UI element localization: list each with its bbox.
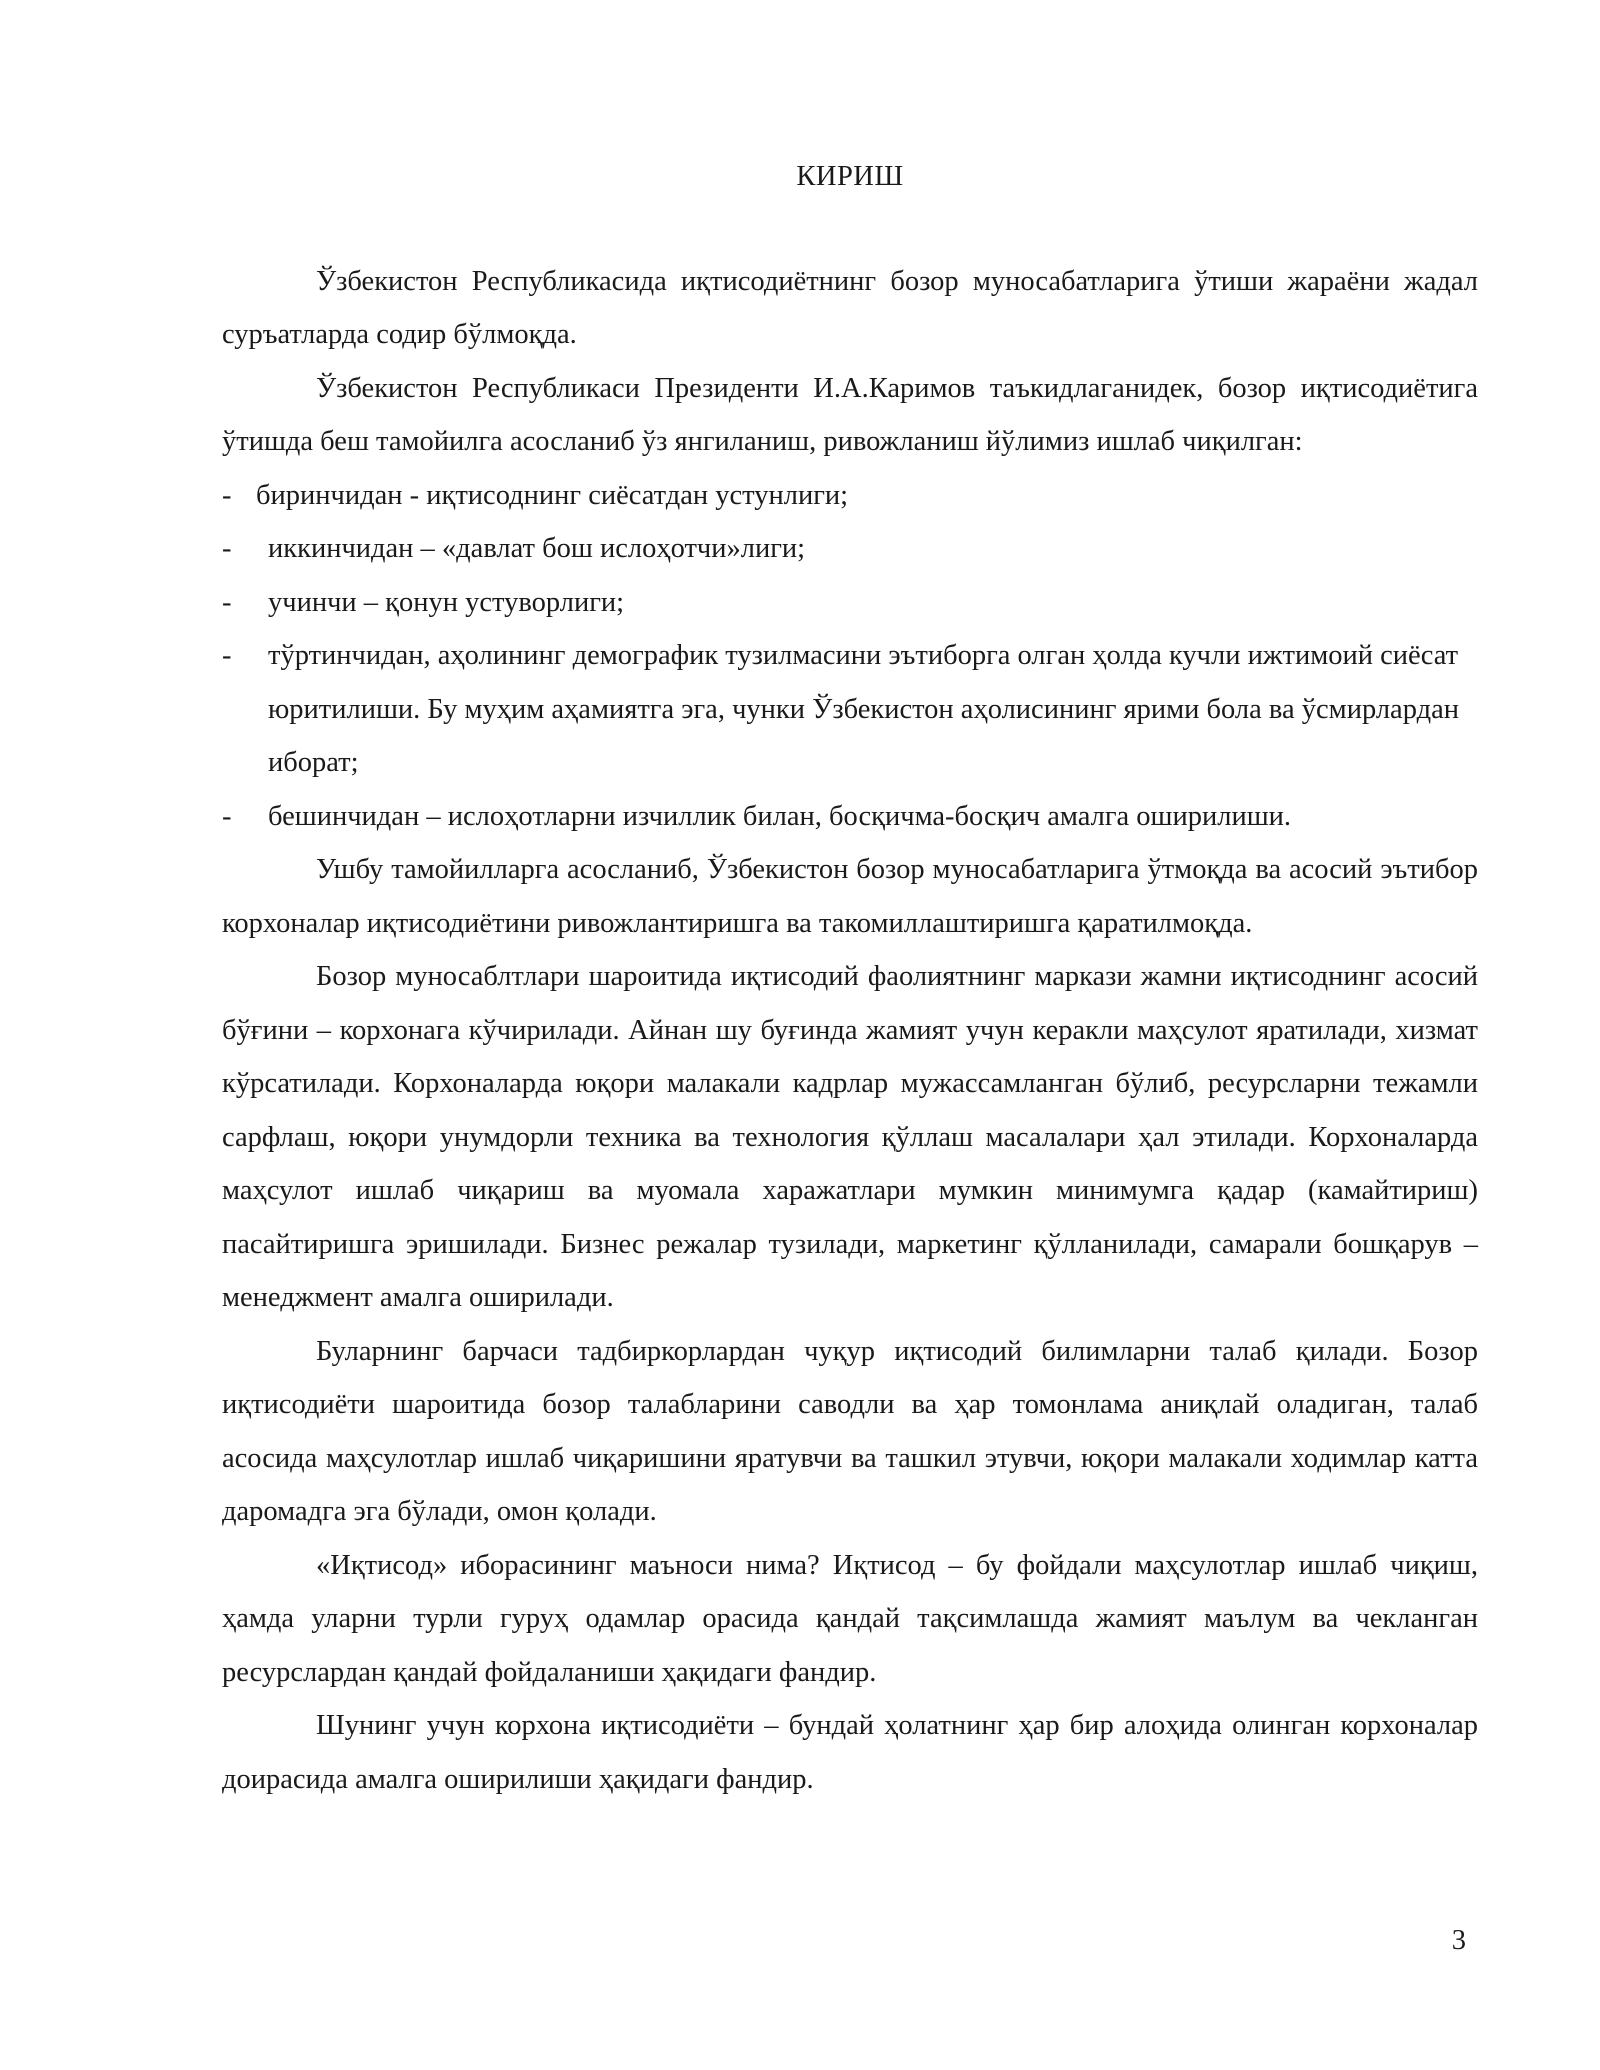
principle-item-4 — [222, 629, 1478, 790]
list-dash: - — [222, 479, 232, 511]
principle-text: тўртинчидан, аҳолининг демографик тузилмасини эътиборга олган ҳолда кучли ижтимоий сиёсат юритилиши. Бу муҳим аҳамиятга эга, чунки Ўзбекистон аҳолисининг ярими бола ва ўсмирлардан иборат; — [268, 640, 1459, 778]
principle-item-3 — [222, 576, 1478, 630]
body-paragraph: Буларнинг барчаси тадбиркорлардан чуқур иқтисодий билимларни талаб қилади. Бозор иқтисодиёти шароитида бозор талабларини саводли ва ҳар томонлама аниқлай оладиган, талаб асосида маҳсулотлар ишлаб чиқаришини яратувчи ва ташкил этувчи, юқори малакали ходимлар катта даромадга эга бўлади, омон қолади. — [222, 1335, 1478, 1527]
list-dash: - — [222, 586, 232, 618]
page-number: 3 — [1451, 1925, 1466, 1956]
president-quote-paragraph: Ўзбекистон Республикаси Президенти И.А.Каримов таъкидлаганидек, бозор иқтисодиётига ўтишда беш тамойилга асосланиб ўз янгиланиш, ривожланиш йўлимиз ишлаб чиқилган: — [222, 372, 1478, 457]
list-dash: - — [222, 533, 232, 564]
principle-item-2 — [222, 522, 1478, 576]
body-paragraph: Ушбу тамойилларга асосланиб, Ўзбекистон бозор муносабатларига ўтмоқда ва асосий эътибор корхоналар иқтисодиётини ривожлантиришга ва такомиллаштиришга қаратилмоқда. — [222, 854, 1478, 939]
principle-item-1 — [222, 469, 1478, 523]
principle-text: иккинчидан – «давлат бош ислоҳотчи»лиги; — [268, 533, 806, 564]
body-paragraph: «Иқтисод» иборасининг маъноси нима? Иқтисод – бу фойдали маҳсулотлар ишлаб чиқиш, ҳамда уларни турли гуруҳ одамлар орасида қандай тақсимлашда жамият маълум ва чекланган ресурслардан қандай фойдаланиши ҳақидаги фандир. — [222, 1549, 1478, 1688]
principles-list — [222, 469, 1478, 844]
list-dash: - — [222, 800, 232, 832]
body-paragraph: Шунинг учун корхона иқтисодиёти – бундай ҳолатнинг ҳар бир алоҳида олинган корхоналар доирасида амалга оширилиши ҳақидаги фандир. — [222, 1710, 1478, 1795]
body-paragraph: Бозор муносаблтлари шароитида иқтисодий фаолиятнинг маркази жамни иқтисоднинг асосий бўғини – корхонага кўчирилади. Айнан шу буғинда жамият учун керакли маҳсулот яратилади, хизмат кўрсатилади. Корхоналарда юқори малакали кадрлар мужассамланган бўлиб, ресурсларни тежамли сарфлаш, юқори унумдорли техника ва технология қўллаш масалалари ҳал этилади. Корхоналарда маҳсулот ишлаб чиқариш ва муомала харажатлари мумкин минимумга қадар (камайтириш) пасайтиришга эришилади. Бизнес режалар тузилади, маркетинг қўлланилади, самарали бошқарув – менеджмент амалга оширилади. — [222, 961, 1478, 1313]
principle-item-5 — [222, 790, 1478, 844]
intro-paragraph: Ўзбекистон Республикасида иқтисодиётнинг бозор муносабатларига ўтиши жараёни жадал суръатларда содир бўлмоқда. — [222, 265, 1478, 350]
document-title: КИРИШ — [796, 161, 904, 192]
list-dash: - — [222, 640, 232, 671]
principle-text: биринчидан - иқтисоднинг сиёсатдан устунлиги; — [256, 479, 849, 511]
document-page — [222, 150, 1478, 1806]
principle-text: учинчи – қонун устуворлиги; — [268, 586, 625, 618]
principle-text: бешинчидан – ислоҳотларни изчиллик билан, босқичма-босқич амалга оширилиши. — [268, 800, 1292, 832]
